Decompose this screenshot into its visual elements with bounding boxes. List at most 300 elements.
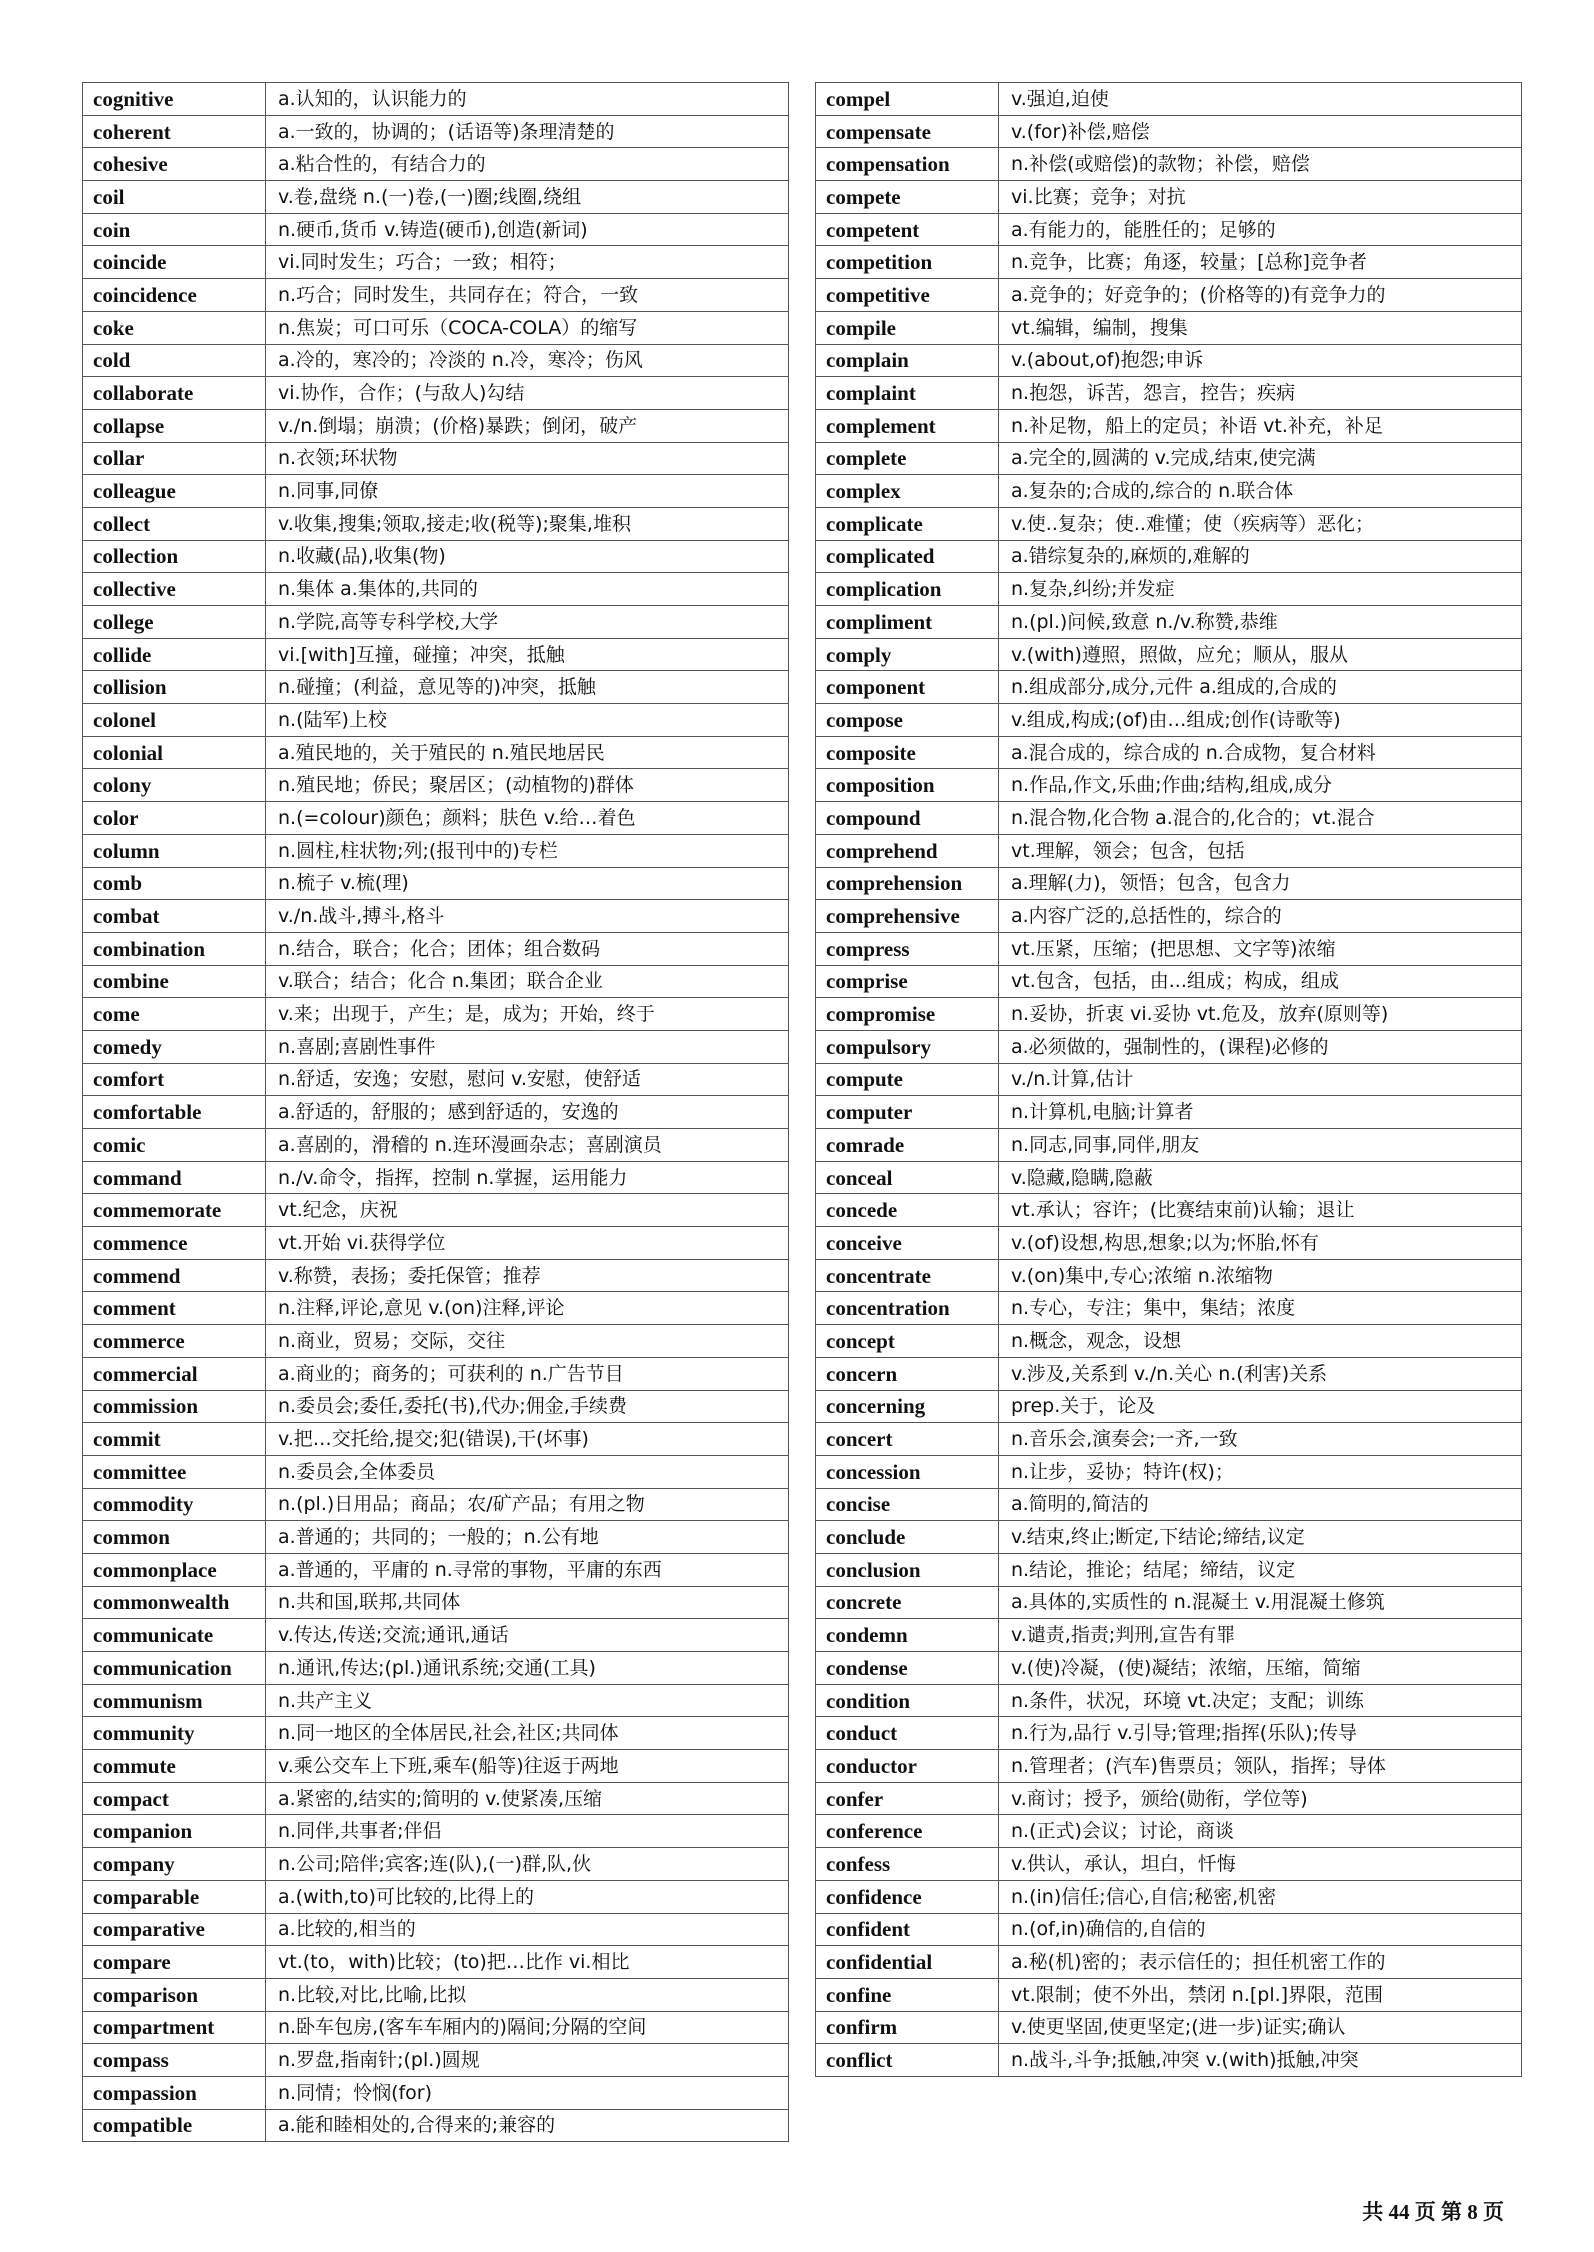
vocab-definition: n.收藏(品),收集(物) — [266, 540, 789, 573]
vocab-row — [83, 867, 789, 900]
vocab-word: committee — [83, 1455, 266, 1488]
vocab-definition: n.行为,品行 v.引导;管理;指挥(乐队);传导 — [999, 1717, 1522, 1750]
vocab-definition: v.组成,构成;(of)由…组成;创作(诗歌等) — [999, 704, 1522, 737]
vocab-definition: prep.关于，论及 — [999, 1390, 1522, 1423]
vocab-word: commute — [83, 1750, 266, 1783]
vocab-definition: v.使..复杂；使..难懂；使（疾病等）恶化； — [999, 507, 1522, 540]
vocab-word: confer — [816, 1782, 999, 1815]
vocab-word: complaint — [816, 377, 999, 410]
vocab-word: computer — [816, 1096, 999, 1129]
vocab-definition: vt.理解，领会；包含，包括 — [999, 834, 1522, 867]
vocab-row — [816, 802, 1522, 835]
vocab-row — [83, 769, 789, 802]
vocab-definition: n.罗盘,指南针;(pl.)圆规 — [266, 2044, 789, 2077]
vocab-row — [83, 1357, 789, 1390]
vocab-row — [83, 2044, 789, 2077]
vocab-row — [83, 834, 789, 867]
vocab-definition: v.把…交托给,提交;犯(错误),干(坏事) — [266, 1423, 789, 1456]
vocab-row — [83, 671, 789, 704]
vocab-definition: v./n.倒塌；崩溃；(价格)暴跌；倒闭，破产 — [266, 409, 789, 442]
vocab-row — [83, 377, 789, 410]
vocab-definition: vt.编辑，编制，搜集 — [999, 311, 1522, 344]
vocab-word: commonplace — [83, 1553, 266, 1586]
vocab-definition: n.计算机,电脑;计算者 — [999, 1096, 1522, 1129]
vocab-definition: n.概念，观念，设想 — [999, 1325, 1522, 1358]
vocab-word: communism — [83, 1684, 266, 1717]
vocab-word: comprise — [816, 965, 999, 998]
vocab-definition: v.谴责,指责;判刑,宣告有罪 — [999, 1619, 1522, 1652]
vocab-definition: a.内容广泛的,总括性的，综合的 — [999, 900, 1522, 933]
vocab-word: confidence — [816, 1880, 999, 1913]
vocab-definition: a.秘(机)密的；表示信任的；担任机密工作的 — [999, 1946, 1522, 1979]
vocab-row — [816, 1161, 1522, 1194]
vocab-row — [816, 1227, 1522, 1260]
vocab-definition: n.战斗,斗争;抵触,冲突 v.(with)抵触,冲突 — [999, 2044, 1522, 2077]
vocab-definition: a.能和睦相处的,合得来的;兼容的 — [266, 2109, 789, 2142]
vocab-word: commemorate — [83, 1194, 266, 1227]
vocab-row — [83, 2109, 789, 2142]
vocab-definition: a.必须做的，强制性的，(课程)必修的 — [999, 1030, 1522, 1063]
vocab-word: comfortable — [83, 1096, 266, 1129]
vocab-word: complete — [816, 442, 999, 475]
vocab-table-right-body — [816, 83, 1522, 2077]
vocab-word: coincidence — [83, 279, 266, 312]
vocab-row — [816, 998, 1522, 1031]
vocab-definition: n.(=colour)颜色；颜料；肤色 v.给…着色 — [266, 802, 789, 835]
vocab-row — [816, 867, 1522, 900]
vocab-table-right — [815, 82, 1522, 2077]
vocab-definition: vt.压紧，压缩；(把思想、文字等)浓缩 — [999, 932, 1522, 965]
vocab-definition: v.结束,终止;断定,下结论;缔结,议定 — [999, 1521, 1522, 1554]
vocab-row — [83, 148, 789, 181]
vocab-row — [83, 932, 789, 965]
vocab-word: concept — [816, 1325, 999, 1358]
vocab-definition: a.具体的,实质性的 n.混凝土 v.用混凝土修筑 — [999, 1586, 1522, 1619]
vocab-word: collar — [83, 442, 266, 475]
vocab-word: collection — [83, 540, 266, 573]
vocab-word: compete — [816, 181, 999, 214]
vocab-row — [816, 2044, 1522, 2077]
vocab-definition: n.组成部分,成分,元件 a.组成的,合成的 — [999, 671, 1522, 704]
vocab-word: colonial — [83, 736, 266, 769]
vocab-row — [83, 1325, 789, 1358]
vocab-definition: a.错综复杂的,麻烦的,难解的 — [999, 540, 1522, 573]
vocab-definition: a.(with,to)可比较的,比得上的 — [266, 1880, 789, 1913]
vocab-word: conduct — [816, 1717, 999, 1750]
vocab-row — [83, 344, 789, 377]
vocab-word: concerning — [816, 1390, 999, 1423]
vocab-row — [816, 1096, 1522, 1129]
vocab-row — [816, 1423, 1522, 1456]
vocab-definition: a.认知的，认识能力的 — [266, 83, 789, 116]
vocab-definition: n.殖民地；侨民；聚居区；(动植物的)群体 — [266, 769, 789, 802]
vocab-row — [83, 311, 789, 344]
vocab-row — [83, 802, 789, 835]
vocab-word: conceal — [816, 1161, 999, 1194]
vocab-word: complicate — [816, 507, 999, 540]
vocab-definition: n.碰撞；(利益，意见等的)冲突，抵触 — [266, 671, 789, 704]
vocab-row — [816, 1521, 1522, 1554]
vocab-row — [816, 932, 1522, 965]
vocab-row — [83, 1586, 789, 1619]
vocab-word: commission — [83, 1390, 266, 1423]
vocab-definition: vt.包含，包括，由...组成；构成，组成 — [999, 965, 1522, 998]
vocab-definition: v.(about,of)抱怨;申诉 — [999, 344, 1522, 377]
vocab-definition: v.传达,传送;交流;通讯,通话 — [266, 1619, 789, 1652]
vocab-word: composite — [816, 736, 999, 769]
vocab-definition: n.喜剧;喜剧性事件 — [266, 1030, 789, 1063]
vocab-word: cohesive — [83, 148, 266, 181]
vocab-row — [83, 1194, 789, 1227]
vocab-row — [816, 834, 1522, 867]
vocab-definition: v.隐藏,隐瞒,隐蔽 — [999, 1161, 1522, 1194]
vocab-definition: a.舒适的，舒服的；感到舒适的，安逸的 — [266, 1096, 789, 1129]
vocab-definition: n.同事,同僚 — [266, 475, 789, 508]
vocab-row — [816, 704, 1522, 737]
vocab-row — [83, 1553, 789, 1586]
vocab-word: complex — [816, 475, 999, 508]
vocab-definition: a.冷的，寒冷的；冷淡的 n.冷，寒冷；伤风 — [266, 344, 789, 377]
vocab-definition: vt.开始 vi.获得学位 — [266, 1227, 789, 1260]
vocab-word: collapse — [83, 409, 266, 442]
vocab-word: commence — [83, 1227, 266, 1260]
vocab-definition: n.(陆军)上校 — [266, 704, 789, 737]
vocab-row — [816, 1586, 1522, 1619]
vocab-word: commodity — [83, 1488, 266, 1521]
vocab-row — [816, 115, 1522, 148]
vocab-word: column — [83, 834, 266, 867]
vocab-word: community — [83, 1717, 266, 1750]
vocab-definition: n.管理者；(汽车)售票员；领队，指挥；导体 — [999, 1750, 1522, 1783]
vocab-definition: n.焦炭；可口可乐（COCA-COLA）的缩写 — [266, 311, 789, 344]
vocab-word: compartment — [83, 2011, 266, 2044]
vocab-row — [816, 1815, 1522, 1848]
vocab-word: compromise — [816, 998, 999, 1031]
vocab-definition: n.学院,高等专科学校,大学 — [266, 606, 789, 639]
vocab-definition: n.(pl.)日用品；商品；农/矿产品；有用之物 — [266, 1488, 789, 1521]
vocab-word: compass — [83, 2044, 266, 2077]
vocab-definition: vt.(to，with)比较；(to)把…比作 vi.相比 — [266, 1946, 789, 1979]
vocab-row — [83, 606, 789, 639]
vocab-row — [816, 606, 1522, 639]
vocab-word: complain — [816, 344, 999, 377]
vocab-row — [816, 540, 1522, 573]
vocab-word: communicate — [83, 1619, 266, 1652]
vocab-row — [816, 1325, 1522, 1358]
vocab-word: commit — [83, 1423, 266, 1456]
vocab-word: confidential — [816, 1946, 999, 1979]
vocab-word: conclude — [816, 1521, 999, 1554]
vocab-definition: a.粘合性的，有结合力的 — [266, 148, 789, 181]
vocab-row — [816, 1750, 1522, 1783]
vocab-row — [83, 1455, 789, 1488]
vocab-row — [816, 344, 1522, 377]
vocab-row — [83, 1488, 789, 1521]
vocab-definition: n.(of,in)确信的,自信的 — [999, 1913, 1522, 1946]
vocab-definition: n.通讯,传达;(pl.)通讯系统;交通(工具) — [266, 1652, 789, 1685]
vocab-row — [83, 1652, 789, 1685]
vocab-row — [816, 246, 1522, 279]
vocab-word: compliment — [816, 606, 999, 639]
vocab-word: companion — [83, 1815, 266, 1848]
vocab-definition: n.委员会;委任,委托(书),代办;佣金,手续费 — [266, 1390, 789, 1423]
vocab-definition: n.舒适，安逸；安慰，慰问 v.安慰，使舒适 — [266, 1063, 789, 1096]
vocab-word: concise — [816, 1488, 999, 1521]
vocab-word: condemn — [816, 1619, 999, 1652]
vocab-row — [83, 83, 789, 116]
vocab-definition: n.竞争，比赛；角逐，较量；[总称]竞争者 — [999, 246, 1522, 279]
vocab-definition: n.硬币,货币 v.铸造(硬币),创造(新词) — [266, 213, 789, 246]
vocab-word: complication — [816, 573, 999, 606]
vocab-word: coherent — [83, 115, 266, 148]
vocab-word: comment — [83, 1292, 266, 1325]
vocab-row — [816, 1357, 1522, 1390]
vocab-row — [816, 2011, 1522, 2044]
vocab-row — [816, 377, 1522, 410]
vocab-row — [816, 1782, 1522, 1815]
vocab-word: coincide — [83, 246, 266, 279]
vocab-row — [816, 1259, 1522, 1292]
vocab-definition: v./n.战斗,搏斗,格斗 — [266, 900, 789, 933]
vocab-row — [83, 246, 789, 279]
vocab-definition: a.普通的，平庸的 n.寻常的事物，平庸的东西 — [266, 1553, 789, 1586]
vocab-word: command — [83, 1161, 266, 1194]
vocab-word: comprehend — [816, 834, 999, 867]
vocab-word: condition — [816, 1684, 999, 1717]
vocab-row — [816, 1129, 1522, 1162]
vocab-definition: v.使更坚固,使更坚定;(进一步)证实;确认 — [999, 2011, 1522, 2044]
vocab-word: complicated — [816, 540, 999, 573]
vocab-row — [816, 769, 1522, 802]
vocab-definition: a.完全的,圆满的 v.完成,结束,使完满 — [999, 442, 1522, 475]
vocab-row — [83, 1096, 789, 1129]
vocab-word: collide — [83, 638, 266, 671]
vocab-row — [816, 1488, 1522, 1521]
vocab-row — [816, 736, 1522, 769]
vocab-row — [83, 1063, 789, 1096]
vocab-definition: n.同情；怜悯(for) — [266, 2076, 789, 2109]
vocab-definition: n.委员会,全体委员 — [266, 1455, 789, 1488]
vocab-definition: a.竞争的；好竞争的；(价格等的)有竞争力的 — [999, 279, 1522, 312]
vocab-word: competitive — [816, 279, 999, 312]
vocab-row — [83, 1750, 789, 1783]
vocab-word: colleague — [83, 475, 266, 508]
vocab-word: combat — [83, 900, 266, 933]
vocab-row — [816, 1913, 1522, 1946]
vocab-definition: a.一致的，协调的；(话语等)条理清楚的 — [266, 115, 789, 148]
vocab-word: collaborate — [83, 377, 266, 410]
vocab-row — [83, 475, 789, 508]
vocab-word: comparable — [83, 1880, 266, 1913]
vocab-definition: a.紧密的,结实的;简明的 v.使紧凑,压缩 — [266, 1782, 789, 1815]
vocab-word: concentrate — [816, 1259, 999, 1292]
vocab-word: competition — [816, 246, 999, 279]
vocab-word: concession — [816, 1455, 999, 1488]
vocab-row — [83, 1946, 789, 1979]
vocab-row — [83, 1259, 789, 1292]
vocab-table-left-body — [83, 83, 789, 2142]
vocab-definition: n.抱怨，诉苦，怨言，控告；疾病 — [999, 377, 1522, 410]
vocab-row — [816, 279, 1522, 312]
vocab-definition: v.(of)设想,构思,想象;以为;怀胎,怀有 — [999, 1227, 1522, 1260]
vocab-word: company — [83, 1848, 266, 1881]
vocab-definition: n.结合，联合；化合；团体；组合数码 — [266, 932, 789, 965]
vocab-row — [83, 1717, 789, 1750]
vocab-row — [83, 1161, 789, 1194]
vocab-row — [83, 540, 789, 573]
vocab-row — [83, 1782, 789, 1815]
vocab-word: conceive — [816, 1227, 999, 1260]
vocab-row — [83, 1292, 789, 1325]
vocab-word: compensate — [816, 115, 999, 148]
vocab-word: collective — [83, 573, 266, 606]
vocab-row — [83, 1521, 789, 1554]
vocab-row — [83, 998, 789, 1031]
vocab-definition: n.补足物，船上的定员；补语 vt.补充，补足 — [999, 409, 1522, 442]
vocab-table-left — [82, 82, 789, 2142]
vocab-definition: n.衣领;环状物 — [266, 442, 789, 475]
vocab-definition: v./n.计算,估计 — [999, 1063, 1522, 1096]
vocab-definition: n.混合物,化合物 a.混合的,化合的；vt.混合 — [999, 802, 1522, 835]
vocab-row — [816, 573, 1522, 606]
vocab-definition: a.比较的,相当的 — [266, 1913, 789, 1946]
vocab-row — [83, 573, 789, 606]
vocab-definition: a.复杂的;合成的,综合的 n.联合体 — [999, 475, 1522, 508]
vocab-word: concrete — [816, 1586, 999, 1619]
vocab-word: combine — [83, 965, 266, 998]
vocab-definition: v.乘公交车上下班,乘车(船等)往返于两地 — [266, 1750, 789, 1783]
vocab-word: compile — [816, 311, 999, 344]
vocab-definition: n.梳子 v.梳(理) — [266, 867, 789, 900]
vocab-definition: v.商讨；授予，颁给(勋衔，学位等) — [999, 1782, 1522, 1815]
vocab-word: component — [816, 671, 999, 704]
vocab-row — [83, 213, 789, 246]
vocab-definition: n.作品,作文,乐曲;作曲;结构,组成,成分 — [999, 769, 1522, 802]
vocab-row — [816, 1946, 1522, 1979]
vocab-word: conflict — [816, 2044, 999, 2077]
vocab-row — [83, 1815, 789, 1848]
vocab-word: collision — [83, 671, 266, 704]
vocab-word: comparison — [83, 1978, 266, 2011]
vocab-row — [816, 442, 1522, 475]
vocab-row — [816, 213, 1522, 246]
vocab-row — [83, 115, 789, 148]
vocab-row — [83, 1913, 789, 1946]
vocab-row — [83, 900, 789, 933]
vocab-word: compound — [816, 802, 999, 835]
vocab-row — [83, 1684, 789, 1717]
vocab-word: commend — [83, 1259, 266, 1292]
vocab-word: compute — [816, 1063, 999, 1096]
vocab-row — [816, 1292, 1522, 1325]
vocab-row — [816, 409, 1522, 442]
vocab-row — [83, 1978, 789, 2011]
vocab-row — [83, 279, 789, 312]
vocab-definition: n.巧合；同时发生，共同存在；符合，一致 — [266, 279, 789, 312]
vocab-row — [816, 148, 1522, 181]
vocab-word: conclusion — [816, 1553, 999, 1586]
vocab-word: comply — [816, 638, 999, 671]
vocab-definition: v.联合；结合；化合 n.集团；联合企业 — [266, 965, 789, 998]
vocab-row — [83, 1619, 789, 1652]
vocab-definition: a.混合成的，综合成的 n.合成物，复合材料 — [999, 736, 1522, 769]
vocab-row — [83, 1227, 789, 1260]
vocab-definition: a.商业的；商务的；可获利的 n.广告节目 — [266, 1357, 789, 1390]
vocab-definition: n.结论，推论；结尾；缔结，议定 — [999, 1553, 1522, 1586]
vocab-definition: v.涉及,关系到 v./n.关心 n.(利害)关系 — [999, 1357, 1522, 1390]
vocab-word: color — [83, 802, 266, 835]
vocab-definition: n.同一地区的全体居民,社会,社区;共同体 — [266, 1717, 789, 1750]
vocab-word: colonel — [83, 704, 266, 737]
vocab-definition: n.集体 a.集体的,共同的 — [266, 573, 789, 606]
vocab-word: confirm — [816, 2011, 999, 2044]
vocab-definition: n.补偿(或赔偿)的款物；补偿，赔偿 — [999, 148, 1522, 181]
vocab-definition: v.来；出现于，产生；是，成为；开始，终于 — [266, 998, 789, 1031]
vocab-definition: n.商业，贸易；交际，交往 — [266, 1325, 789, 1358]
vocab-row — [816, 638, 1522, 671]
vocab-word: coil — [83, 181, 266, 214]
vocab-word: communication — [83, 1652, 266, 1685]
vocab-word: common — [83, 1521, 266, 1554]
vocab-definition: a.简明的,简洁的 — [999, 1488, 1522, 1521]
vocab-word: cold — [83, 344, 266, 377]
vocab-row — [83, 1129, 789, 1162]
page-footer: 共 44 页 第 8 页 — [1362, 2200, 1504, 2224]
vocab-definition: v.(with)遵照，照做，应允；顺从，服从 — [999, 638, 1522, 671]
vocab-definition: v.(for)补偿,赔偿 — [999, 115, 1522, 148]
vocab-definition: vt.限制；使不外出，禁闭 n.[pl.]界限，范围 — [999, 1978, 1522, 2011]
vocab-word: condense — [816, 1652, 999, 1685]
vocab-word: complement — [816, 409, 999, 442]
vocab-row — [83, 507, 789, 540]
vocab-word: commercial — [83, 1357, 266, 1390]
vocab-definition: n.(in)信任;信心,自信;秘密,机密 — [999, 1880, 1522, 1913]
vocab-word: concert — [816, 1423, 999, 1456]
vocab-row — [83, 1423, 789, 1456]
vocab-word: collect — [83, 507, 266, 540]
vocab-row — [816, 1717, 1522, 1750]
vocab-definition: a.殖民地的，关于殖民的 n.殖民地居民 — [266, 736, 789, 769]
vocab-definition: n.(正式)会议；讨论，商谈 — [999, 1815, 1522, 1848]
vocab-row — [83, 409, 789, 442]
vocab-row — [83, 965, 789, 998]
vocab-definition: n.复杂,纠纷;并发症 — [999, 573, 1522, 606]
vocab-row — [816, 900, 1522, 933]
vocab-row — [83, 1030, 789, 1063]
vocab-word: confess — [816, 1848, 999, 1881]
vocab-row — [816, 1684, 1522, 1717]
vocab-word: composition — [816, 769, 999, 802]
vocab-row — [83, 2011, 789, 2044]
vocab-definition: n.专心，专注；集中，集结；浓度 — [999, 1292, 1522, 1325]
vocab-word: compose — [816, 704, 999, 737]
vocab-row — [816, 475, 1522, 508]
vocab-word: comedy — [83, 1030, 266, 1063]
vocab-definition: n.比较,对比,比喻,比拟 — [266, 1978, 789, 2011]
vocab-definition: n.同志,同事,同伴,朋友 — [999, 1129, 1522, 1162]
vocab-definition: n.音乐会,演奏会;一齐,一致 — [999, 1423, 1522, 1456]
vocab-word: compensation — [816, 148, 999, 181]
vocab-word: coke — [83, 311, 266, 344]
vocab-row — [816, 1652, 1522, 1685]
vocab-definition: vi.同时发生；巧合；一致；相符； — [266, 246, 789, 279]
vocab-definition: vi.协作，合作；(与敌人)勾结 — [266, 377, 789, 410]
vocab-word: comfort — [83, 1063, 266, 1096]
vocab-definition: v.称赞，表扬；委托保管；推荐 — [266, 1259, 789, 1292]
vocab-word: compulsory — [816, 1030, 999, 1063]
vocab-row — [83, 704, 789, 737]
vocab-word: compact — [83, 1782, 266, 1815]
